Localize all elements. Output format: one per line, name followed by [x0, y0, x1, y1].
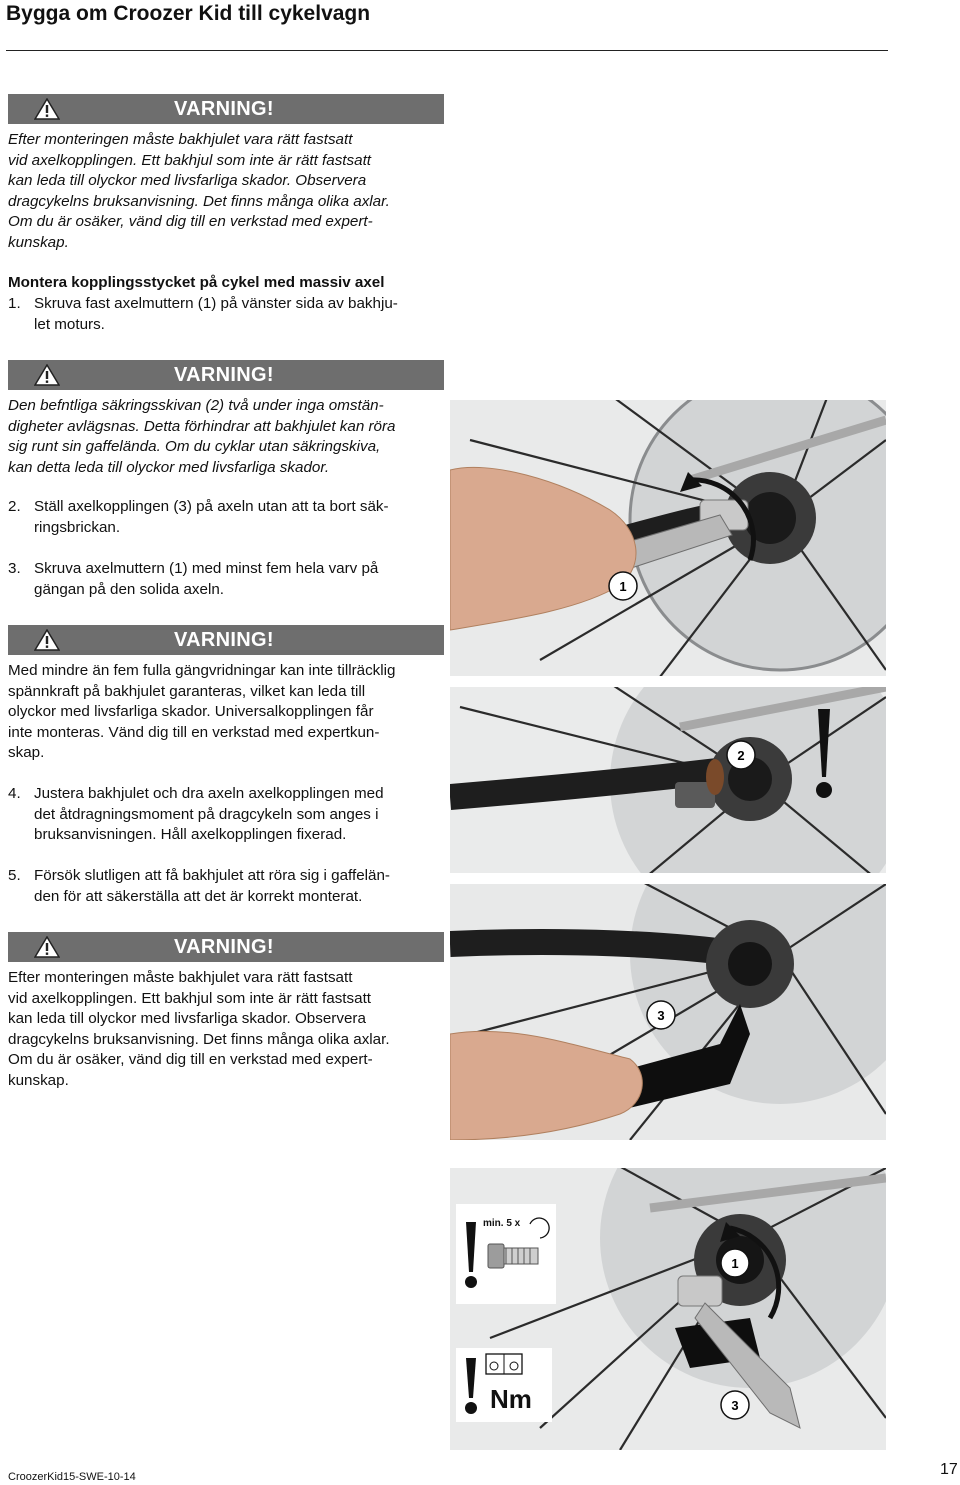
photo-step-2 [450, 687, 886, 873]
page-title: Bygga om Croozer Kid till cykelvagn [6, 2, 371, 25]
warning-label: VARNING! [174, 98, 274, 120]
warning-label: VARNING! [174, 629, 274, 651]
photo-step-3 [450, 884, 886, 1140]
photo-step-4 [450, 1168, 886, 1450]
step-number: 5. [8, 867, 21, 884]
callout-label: 1 [619, 579, 627, 594]
warning-line: olyckor med livsfarliga skador. Universalkopplingen får [8, 703, 374, 721]
step-line: ringsbrickan. [34, 518, 121, 536]
warning-line: vid axelkopplingen. Ett bakhjul som inte är rätt fastsatt [8, 989, 372, 1007]
warning-line: kan leda till olyckor med livsfarliga skador. Observera [8, 172, 367, 190]
warning-triangle-icon [34, 98, 60, 120]
callout-label: 2 [737, 748, 745, 763]
warning-text-3 [8, 661, 444, 764]
warning-text-1 [8, 130, 444, 254]
step-line: Försök slutligen att få bakhjulet att röra sig i gaffelän- [34, 867, 390, 884]
warning-line: dragcykelns bruksanvisning. Det finns många olika axlar. [8, 1030, 390, 1048]
torque-label: Nm [490, 1384, 532, 1414]
warning-line: Om du är osäker, vänd dig till en verkstad med expert- [8, 1051, 373, 1069]
warning-line: vid axelkopplingen. Ett bakhjul som inte är rätt fastsatt [8, 151, 372, 169]
warning-text-2 [8, 396, 444, 478]
step-line: bruksanvisningen. Håll axelkopplingen fixerad. [34, 826, 347, 844]
warning-line: kan detta leda till olyckor med livsfarliga skador. [8, 458, 330, 476]
warning-line: Den befntliga säkringsskivan (2) två under inga omstän- [8, 397, 384, 414]
step-line: gängan på den solida axeln. [34, 580, 224, 598]
step-line: det åtdragningsmoment på dragcykeln som anges i [34, 805, 379, 823]
title-divider [6, 50, 888, 51]
warning-line: Med mindre än fem fulla gängvridningar kan inte tillräcklig [8, 662, 396, 679]
warning-line: digheter avlägsnas. Detta förhindrar att bakhjulet kan röra [8, 417, 396, 435]
warning-triangle-icon [34, 364, 60, 386]
warning-line: Om du är osäker, vänd dig till en verkstad med expert- [8, 213, 373, 231]
callout-label: 3 [731, 1398, 739, 1413]
min-turns-label: min. 5 x [483, 1218, 521, 1229]
warning-triangle-icon [34, 936, 60, 958]
warning-line: kan leda till olyckor med livsfarliga skador. Observera [8, 1010, 366, 1028]
warning-label: VARNING! [174, 936, 274, 958]
warning-line: Efter monteringen måste bakhjulet vara rätt fastsatt [8, 969, 353, 986]
step-line: Ställ axelkopplingen (3) på axeln utan att ta bort säk- [34, 498, 389, 515]
page-number: 17 [940, 1461, 958, 1478]
step-line: den för att säkerställa att det är korrekt monterat. [34, 887, 363, 905]
document-code: CroozerKid15-SWE-10-14 [8, 1471, 136, 1483]
warning-line: sig runt sin gaffelända. Om du cyklar utan säkringskiva, [8, 438, 381, 456]
step-line: let moturs. [34, 315, 105, 333]
section-subheading: Montera kopplingsstycket på cykel med massiv axel [8, 274, 385, 291]
warning-banner-2 [8, 360, 444, 390]
callout-label: 3 [657, 1008, 665, 1023]
warning-line: kunskap. [8, 1071, 69, 1089]
step-line: Skruva fast axelmuttern (1) på vänster sida av bakhju- [34, 295, 398, 312]
warning-text-4 [8, 968, 444, 1092]
step-number: 3. [8, 560, 21, 577]
warning-line: kunskap. [8, 233, 69, 251]
warning-line: Efter monteringen måste bakhjulet vara rätt fastsatt [8, 131, 353, 148]
warning-line: dragcykelns bruksanvisning. Det finns många olika axlar. [8, 192, 390, 210]
step-number: 2. [8, 498, 21, 515]
callout-label: 1 [731, 1256, 739, 1271]
warning-banner-3 [8, 625, 444, 655]
step-line: Skruva axelmuttern (1) med minst fem hela varv på [34, 560, 379, 577]
step-line: Justera bakhjulet och dra axeln axelkopplingen med [34, 785, 384, 802]
photo-step-1 [450, 400, 886, 676]
warning-banner-1 [8, 94, 444, 124]
step-number: 1. [8, 295, 21, 312]
bolt-thread-icon [488, 1244, 538, 1268]
warning-banner-4 [8, 932, 444, 962]
warning-line: skap. [8, 744, 45, 762]
warning-triangle-icon [34, 629, 60, 651]
step-number: 4. [8, 785, 21, 802]
warning-line: spännkraft på bakhjulet garanteras, vilket kan leda till [8, 682, 366, 700]
warning-label: VARNING! [174, 364, 274, 386]
warning-line: inte monteras. Vänd dig till en verkstad med expertkun- [8, 723, 380, 741]
